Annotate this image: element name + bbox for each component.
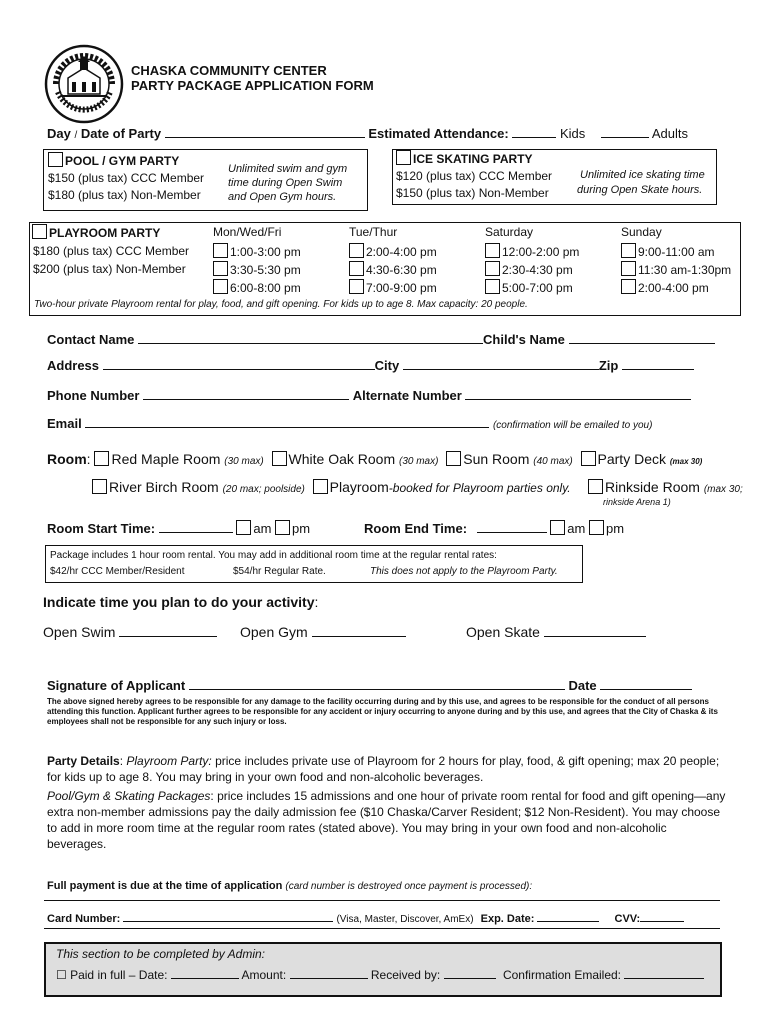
day-label: Day [47, 126, 71, 141]
payment-destroyed-note: (card number is destroyed once payment is processed): [285, 881, 533, 892]
party-deck-checkbox[interactable] [581, 451, 596, 466]
pool-member-price: $150 (plus tax) CCC Member [48, 171, 205, 185]
slot-time: 2:00-4:00 pm [638, 281, 709, 295]
sun-room-checkbox[interactable] [446, 451, 461, 466]
playroom-room-note: -booked for Playroom parties only. [388, 481, 571, 495]
party-date-row: Day / Date of Party Estimated Attendance: Kids Adults [47, 126, 688, 141]
admin-date-field[interactable] [171, 966, 239, 979]
day-header-sat: Saturday [485, 225, 534, 239]
rinkside-label: Rinkside Room [605, 479, 700, 495]
ice-member-price: $120 (plus tax) CCC Member [396, 169, 553, 183]
alt-phone-field[interactable] [465, 387, 691, 400]
paid-in-full-label: ☐ Paid in full – Date: [56, 968, 168, 982]
slash: / [74, 130, 78, 141]
end-am-label: am [567, 521, 586, 536]
slot-checkbox[interactable] [621, 243, 636, 258]
adults-label: Adults [651, 126, 688, 141]
day-header-tt: Tue/Thur [349, 225, 398, 239]
start-pm-label: pm [292, 521, 311, 536]
white-oak-label: White Oak Room [288, 451, 396, 467]
sun-room-label: Sun Room [463, 451, 530, 467]
red-maple-label: Red Maple Room [111, 451, 221, 467]
activity-colon: : [314, 594, 319, 610]
pool-details-text: : price includes 15 admissions and one hour of private room rental for food and gift opening—any extra non-member admissions pay the daily admission fee ($10 Chaska/Carver Resident; $12 Non-Resident). You may choose to add in more room time at the regular room rates (stated above). You may bring in your own food and non-alcoholic beverages. [47, 789, 726, 851]
city-label: City [374, 358, 400, 373]
address-label: Address [47, 358, 100, 373]
signature-date-field[interactable] [600, 677, 692, 690]
playroom-member-price: $180 (plus tax) CCC Member [33, 244, 190, 258]
payment-due-label: Full payment is due at the time of application [47, 880, 283, 892]
day-header-mwf: Mon/Wed/Fri [213, 225, 282, 239]
phone-label: Phone Number [47, 388, 140, 403]
package-note-line: Package includes 1 hour room rental. You may add in additional room time at the regular rental rates: [50, 550, 497, 561]
alt-phone-label: Alternate Number [352, 388, 462, 403]
exp-date-field[interactable] [537, 911, 599, 922]
signature-label: Signature of Applicant [47, 678, 186, 693]
rinkside-cap-2: rinkside Arena 1) [603, 497, 671, 507]
date-label: Date of Party [80, 126, 162, 141]
form-title-org: CHASKA COMMUNITY CENTER [131, 63, 327, 78]
open-swim-label: Open Swim [43, 624, 116, 640]
river-birch-cap: (20 max; poolside) [222, 484, 305, 495]
playroom-details-text: price includes private use of Playroom for 2 hours for play, food, & gift opening; max 20 people; for kids up to age 8. You may bring in your own food and non-alcoholic beverages. [47, 754, 720, 784]
open-skate-label: Open Skate [466, 624, 540, 640]
card-number-field[interactable] [123, 911, 333, 922]
admin-amount-label: Amount: [241, 968, 287, 982]
open-gym-label: Open Gym [240, 624, 308, 640]
playroom-exception: This does not apply to the Playroom Party. [370, 566, 558, 577]
party-details-colon: : [119, 754, 124, 768]
red-maple-cap: (30 max) [224, 456, 264, 467]
slot-checkbox[interactable] [349, 261, 364, 276]
kids-count-field[interactable] [512, 125, 556, 138]
city-field[interactable] [403, 357, 599, 370]
email-note: (confirmation will be emailed to you) [492, 420, 653, 431]
admin-received-field[interactable] [444, 966, 496, 979]
end-time-field[interactable] [477, 520, 547, 533]
ice-note-2: during Open Skate hours. [577, 184, 703, 196]
admin-received-label: Received by: [370, 968, 441, 982]
room-colon: : [86, 451, 91, 467]
playroom-checkbox[interactable] [32, 224, 47, 239]
slot-time: 2:00-4:00 pm [366, 245, 437, 259]
admin-title: This section to be completed by Admin: [56, 947, 265, 961]
open-swim-field[interactable] [119, 624, 217, 637]
party-deck-cap: (max 30) [669, 457, 703, 466]
admin-confirmation-field[interactable] [624, 966, 704, 979]
child-name-label: Child's Name [483, 332, 565, 347]
slot-checkbox[interactable] [485, 243, 500, 258]
end-pm-label: pm [605, 521, 625, 536]
slot-time: 9:00-11:00 am [638, 245, 715, 259]
ice-note-1: Unlimited ice skating time [580, 169, 705, 181]
river-birch-checkbox[interactable] [92, 479, 107, 494]
slot-time: 4:30-6:30 pm [366, 263, 437, 277]
slot-checkbox[interactable] [213, 261, 228, 276]
phone-field[interactable] [143, 387, 349, 400]
rinkside-checkbox[interactable] [588, 479, 603, 494]
admin-amount-field[interactable] [290, 966, 368, 979]
white-oak-checkbox[interactable] [272, 451, 287, 466]
slot-checkbox[interactable] [485, 279, 500, 294]
playroom-room-label: Playroom [329, 479, 389, 495]
playroom-note: Two-hour private Playroom rental for play, food, and gift opening. For kids up to age 8. Max capacity: 20 people. [34, 299, 528, 310]
sun-room-cap: (40 max) [533, 456, 573, 467]
signature-field[interactable] [189, 677, 565, 690]
zip-label: Zip [598, 358, 619, 373]
playroom-details-label: Playroom Party: [126, 754, 212, 768]
river-birch-label: River Birch Room [109, 479, 219, 495]
party-details-label: Party Details [47, 754, 120, 768]
date-field[interactable] [165, 125, 365, 138]
email-field[interactable] [85, 415, 489, 428]
slot-time: 11:30 am-1:30pm [638, 263, 732, 277]
playroom-title: PLAYROOM PARTY [49, 226, 161, 240]
ice-skating-checkbox[interactable] [396, 150, 411, 165]
payment-divider [44, 900, 720, 901]
pool-gym-title: POOL / GYM PARTY [65, 154, 180, 168]
pool-nonmember-price: $180 (plus tax) Non-Member [48, 188, 201, 202]
start-time-label: Room Start Time: [47, 521, 156, 536]
liability-disclaimer: The above signed hereby agrees to be responsible for any damage to the facility occurring during and by this use, and agrees to be responsible for the conduct of all persons attending this function. Applicant further agrees to be responsible for any accident or injury occurring to anyone during and by this use, and agrees that the City of Chaska & its employees shall not be responsible for any such injury or loss. [47, 697, 718, 726]
kids-label: Kids [560, 126, 586, 141]
zip-field[interactable] [622, 357, 694, 370]
white-oak-cap: (30 max) [399, 456, 439, 467]
slot-time: 1:00-3:00 pm [230, 245, 301, 259]
slot-time: 3:30-5:30 pm [230, 263, 301, 277]
end-am-checkbox[interactable] [550, 520, 565, 535]
ice-nonmember-price: $150 (plus tax) Non-Member [396, 186, 549, 200]
slot-checkbox[interactable] [349, 279, 364, 294]
card-types: (Visa, Master, Discover, AmEx) [336, 914, 474, 925]
admin-confirmation-label: Confirmation Emailed: [502, 968, 622, 982]
child-name-field[interactable] [569, 331, 715, 344]
card-number-label: Card Number: [47, 913, 121, 925]
regular-rate: $54/hr Regular Rate. [233, 566, 326, 577]
start-am-checkbox[interactable] [236, 520, 251, 535]
slot-time: 2:30-4:30 pm [502, 263, 573, 277]
slot-time: 12:00-2:00 pm [502, 245, 580, 259]
slot-checkbox[interactable] [213, 243, 228, 258]
start-time-field[interactable] [159, 520, 233, 533]
red-maple-checkbox[interactable] [94, 451, 109, 466]
slot-time: 6:00-8:00 pm [230, 281, 301, 295]
party-deck-label: Party Deck [597, 451, 666, 467]
payment-underline [44, 928, 720, 929]
room-label: Room [47, 451, 87, 467]
chaska-seal-logo [44, 44, 124, 124]
playroom-room-checkbox[interactable] [313, 479, 328, 494]
cvv-label: CVV: [614, 913, 641, 925]
slot-time: 5:00-7:00 pm [502, 281, 573, 295]
pool-details-label: Pool/Gym & Skating Packages [47, 789, 211, 803]
email-label: Email [47, 416, 82, 431]
slot-checkbox[interactable] [485, 261, 500, 276]
slot-checkbox[interactable] [621, 261, 636, 276]
open-skate-field[interactable] [544, 624, 646, 637]
exp-date-label: Exp. Date: [480, 913, 535, 925]
pool-gym-checkbox[interactable] [48, 152, 63, 167]
activity-heading: Indicate time you plan to do your activity [43, 594, 315, 610]
rinkside-cap: (max 30; [703, 484, 743, 495]
end-time-label: Room End Time: [364, 521, 468, 536]
form-title: PARTY PACKAGE APPLICATION FORM [131, 78, 374, 93]
playroom-nonmember-price: $200 (plus tax) Non-Member [33, 262, 186, 276]
attendance-label: Estimated Attendance [368, 126, 505, 141]
slot-checkbox[interactable] [621, 279, 636, 294]
address-field[interactable] [103, 357, 375, 370]
open-gym-field[interactable] [312, 624, 406, 637]
start-am-label: am [253, 521, 272, 536]
cvv-field[interactable] [640, 911, 684, 922]
member-rate: $42/hr CCC Member/Resident [50, 566, 185, 577]
pool-note-1: Unlimited swim and gym [228, 163, 348, 175]
day-header-sun: Sunday [621, 225, 662, 239]
pool-note-3: and Open Gym hours. [228, 191, 337, 203]
ice-skating-title: ICE SKATING PARTY [413, 152, 533, 166]
start-pm-checkbox[interactable] [275, 520, 290, 535]
pool-note-2: time during Open Swim [228, 177, 343, 189]
party-details-paragraph [47, 753, 727, 785]
adults-count-field[interactable] [601, 125, 649, 138]
pool-details-paragraph [47, 788, 727, 852]
signature-date-label: Date [568, 678, 597, 693]
contact-name-field[interactable] [138, 331, 483, 344]
slot-time: 7:00-9:00 pm [366, 281, 437, 295]
contact-name-label: Contact Name [47, 332, 135, 347]
slot-checkbox[interactable] [213, 279, 228, 294]
end-pm-checkbox[interactable] [589, 520, 604, 535]
slot-checkbox[interactable] [349, 243, 364, 258]
